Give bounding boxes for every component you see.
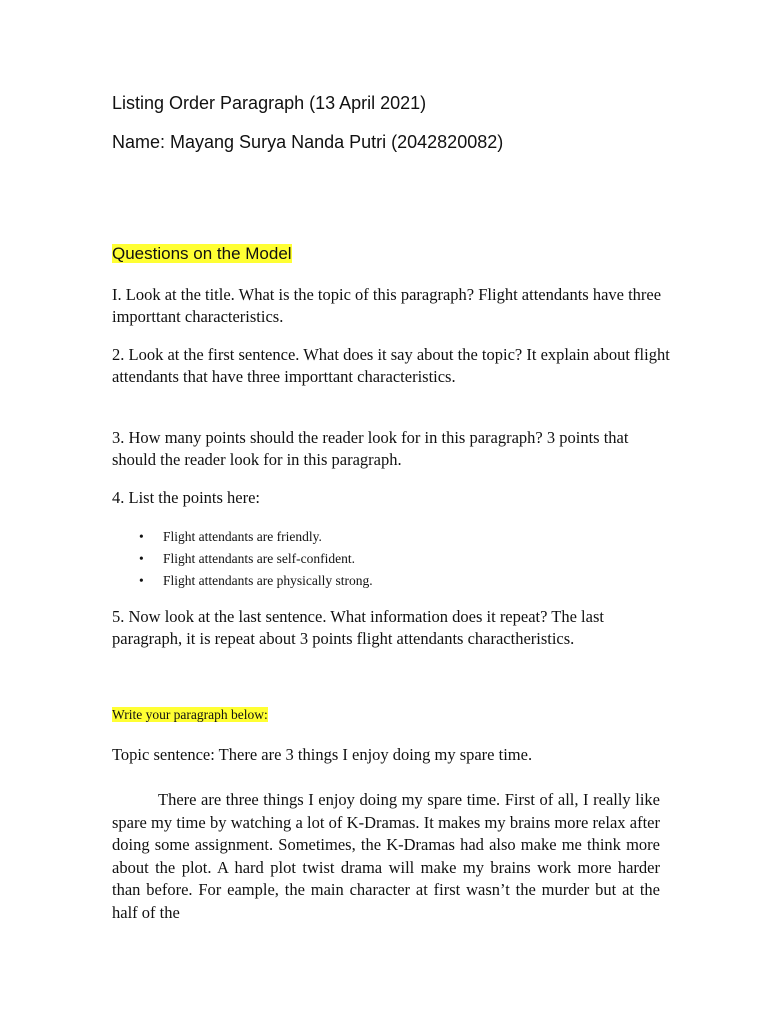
bullet-icon: •: [139, 573, 144, 588]
bullet-icon: •: [139, 551, 144, 566]
write-paragraph-label-text: Write your paragraph below:: [112, 707, 268, 722]
document-title: Listing Order Paragraph (13 April 2021): [112, 93, 427, 113]
section-heading: [112, 244, 292, 264]
body-paragraph: There are three things I enjoy doing my spare time. First of all, I really like spare my time by watching a lot of K-Dramas. It makes my brains more relax after doing some assignment. Sometimes, the K-Dramas had also make me think more about the plot. A hard plot twist drama will make my brains work more harder than before. For eample, the main character at first wasn’t the murder but at the half of the: [112, 790, 660, 922]
question-1: I. Look at the title. What is the topic of this paragraph? Flight attendants have three importtant characteristics.: [112, 285, 662, 326]
student-name: Name: Mayang Surya Nanda Putri (2042820082): [112, 132, 504, 152]
section-heading-text: Questions on the Model: [112, 244, 292, 263]
point-text: Flight attendants are self-confident.: [163, 551, 355, 566]
point-text: Flight attendants are physically strong.: [163, 573, 373, 588]
question-5: 5. Now look at the last sentence. What information does it repeat? The last paragraph, it is repeat about 3 points flight attendants charactheristics.: [112, 607, 604, 648]
points-list: [112, 526, 373, 592]
write-paragraph-label: [112, 707, 268, 723]
bullet-icon: •: [139, 529, 144, 544]
question-4: 4. List the points here:: [112, 488, 261, 507]
question-2: 2. Look at the first sentence. What does it say about the topic? It explain about flight attendants that have three importtant characteristics.: [112, 345, 670, 386]
list-item: [112, 548, 373, 570]
topic-sentence: Topic sentence: There are 3 things I enjoy doing my spare time.: [112, 745, 533, 764]
list-item: [112, 526, 373, 548]
question-3: 3. How many points should the reader look for in this paragraph? 3 points that should the reader look for in this paragraph.: [112, 428, 629, 469]
list-item: [112, 570, 373, 592]
point-text: Flight attendants are friendly.: [163, 529, 322, 544]
